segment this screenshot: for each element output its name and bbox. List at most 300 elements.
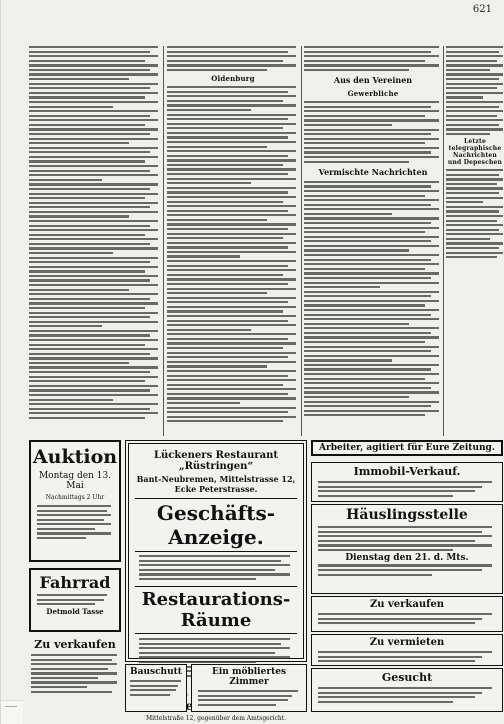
text-line	[31, 677, 98, 679]
text-line	[304, 222, 431, 224]
text-line	[167, 416, 296, 418]
text-line	[318, 526, 492, 528]
text-line	[29, 51, 150, 53]
ad-zu-verkaufen-right	[311, 596, 503, 632]
text-line	[446, 238, 490, 240]
text-line	[318, 490, 475, 492]
text-line	[29, 362, 129, 364]
text-line	[29, 119, 158, 121]
text-line	[446, 210, 499, 212]
column-4	[446, 46, 504, 261]
text-line	[167, 100, 283, 102]
text-line	[446, 215, 503, 217]
text-line	[318, 574, 432, 576]
text-line	[139, 643, 281, 645]
text-line	[29, 312, 158, 314]
text-line	[29, 376, 158, 378]
text-line	[167, 310, 283, 312]
restaurant-name: Lückeners Restaurant „Rüstringen“	[153, 450, 278, 472]
text-line	[29, 170, 150, 172]
text-line	[167, 201, 283, 203]
text-line	[318, 701, 453, 703]
text-line	[304, 199, 439, 201]
text-line	[167, 255, 240, 257]
text-line	[318, 687, 492, 689]
text-line	[304, 309, 439, 311]
text-line	[29, 92, 158, 94]
text-line	[29, 339, 158, 341]
text-line	[318, 696, 475, 698]
restaurant-owner-address: Mittelstraße 12, gegenüber dem Amtsgericht.	[145, 714, 287, 722]
text-line	[304, 391, 439, 393]
text-line	[139, 656, 290, 658]
text-line	[304, 300, 439, 302]
text-line	[167, 136, 288, 138]
text-line	[304, 46, 439, 48]
text-line	[304, 368, 431, 370]
column-rule-3	[443, 46, 444, 436]
text-line	[167, 283, 288, 285]
text-line	[304, 147, 439, 149]
text-line	[446, 133, 490, 135]
text-line	[167, 274, 283, 276]
text-line	[318, 531, 482, 533]
text-line	[167, 210, 288, 212]
text-line	[29, 160, 145, 162]
text-line	[304, 414, 425, 416]
text-line	[29, 87, 150, 89]
text-line	[446, 183, 497, 185]
text-line	[446, 96, 483, 98]
text-line	[167, 411, 288, 413]
text-line	[446, 55, 503, 57]
text-line	[29, 206, 150, 208]
text-line	[167, 324, 296, 326]
text-line	[37, 523, 111, 525]
text-line	[304, 286, 380, 288]
text-line	[198, 699, 288, 701]
text-line	[304, 272, 439, 274]
text-line	[318, 544, 492, 546]
text-line	[446, 201, 483, 203]
text-line	[318, 540, 475, 542]
text-line	[139, 569, 275, 571]
text-line	[167, 329, 251, 331]
text-line	[304, 142, 425, 144]
ad-owner: Detmold Tasse	[46, 606, 104, 616]
text-line	[29, 193, 158, 195]
text-line	[167, 242, 296, 244]
text-line	[37, 537, 86, 539]
text-line	[167, 223, 296, 225]
text-line	[304, 323, 409, 325]
text-line	[29, 197, 145, 199]
text-line	[29, 385, 158, 387]
text-line	[29, 174, 158, 176]
text-line	[446, 101, 503, 103]
text-line	[29, 399, 113, 401]
text-line	[167, 361, 296, 363]
text-line	[318, 656, 482, 658]
text-line	[446, 64, 503, 66]
text-line	[167, 86, 296, 88]
ad-title: Arbeiter, agitiert für Eure Zeitung.	[319, 443, 495, 453]
text-line	[304, 396, 409, 398]
text-line	[130, 694, 170, 696]
text-line	[37, 594, 107, 596]
restaurant-rooms-title: Restaurations-Räume	[135, 586, 297, 634]
geschaefts-anzeige-title: Geschäfts-Anzeige.	[135, 498, 297, 552]
text-line	[29, 96, 145, 98]
text-line	[29, 321, 158, 323]
text-line	[31, 686, 87, 688]
text-line	[304, 69, 409, 71]
text-line	[446, 124, 499, 126]
text-line	[130, 689, 176, 691]
ad-title: Bauschutt	[130, 667, 182, 677]
text-line	[139, 647, 290, 649]
text-line	[167, 150, 296, 152]
text-line	[304, 359, 392, 361]
text-line	[29, 302, 158, 304]
text-line	[29, 211, 158, 213]
text-line	[446, 128, 503, 130]
ad-title: Zu verkaufen	[34, 638, 116, 651]
text-line	[29, 279, 150, 281]
text-line	[167, 69, 267, 71]
text-line	[318, 535, 492, 537]
text-line	[167, 155, 288, 157]
text-line	[29, 353, 150, 355]
text-line	[167, 420, 283, 422]
text-line	[139, 573, 290, 575]
text-line	[29, 403, 158, 405]
text-line	[318, 622, 475, 624]
ad-haeuslingsstelle	[311, 504, 503, 594]
text-line	[304, 240, 431, 242]
text-line	[318, 660, 475, 662]
text-line	[304, 51, 431, 53]
text-line	[304, 401, 439, 403]
text-line	[167, 64, 296, 66]
text-line	[304, 101, 439, 103]
text-line	[446, 224, 503, 226]
text-line	[167, 237, 283, 239]
text-line	[167, 388, 296, 390]
ad-title: Fahrrad	[39, 573, 111, 592]
text-line	[446, 174, 499, 176]
text-line	[446, 87, 497, 89]
text-line	[304, 213, 392, 215]
text-line	[31, 691, 112, 693]
text-line	[304, 236, 439, 238]
text-line	[139, 578, 256, 580]
text-line	[167, 118, 288, 120]
text-line	[304, 295, 431, 297]
ad-title: Gesucht	[381, 671, 433, 684]
text-line	[167, 55, 296, 57]
text-line	[167, 159, 296, 161]
text-line	[304, 318, 439, 320]
ad-title: Auktion	[32, 446, 118, 468]
text-line	[37, 519, 104, 521]
text-line	[167, 301, 288, 303]
ad-zu-vermieten	[311, 634, 503, 666]
text-line	[446, 192, 499, 194]
text-line	[318, 549, 453, 551]
text-line	[167, 397, 296, 399]
column-rule-1	[163, 46, 164, 436]
text-line	[29, 188, 150, 190]
text-line	[304, 55, 439, 57]
text-line	[304, 110, 439, 112]
text-line	[29, 389, 150, 391]
text-line	[304, 364, 439, 366]
ad-title: Zu verkaufen	[369, 599, 445, 610]
restaurant-address: Bant-Neubremen, Mittelstrasse 12, Ecke Peterstrasse.	[136, 474, 296, 494]
text-line	[304, 327, 439, 329]
ad-time: Nachmittags 2 Uhr	[45, 493, 105, 501]
text-line	[446, 60, 497, 62]
text-line	[29, 220, 158, 222]
text-line	[167, 407, 296, 409]
text-line	[29, 128, 158, 130]
text-line	[304, 115, 425, 117]
text-line	[167, 228, 288, 230]
text-line	[29, 234, 145, 236]
text-line	[29, 348, 158, 350]
text-line	[29, 266, 158, 268]
text-line	[167, 109, 251, 111]
text-line	[304, 231, 425, 233]
text-line	[167, 379, 296, 381]
text-line	[29, 380, 145, 382]
text-line	[304, 106, 431, 108]
text-line	[167, 187, 296, 189]
text-line	[167, 114, 296, 116]
text-line	[29, 133, 150, 135]
text-line	[167, 278, 296, 280]
text-line	[29, 417, 145, 419]
text-line	[29, 229, 158, 231]
text-line	[446, 197, 503, 199]
text-line	[304, 410, 439, 412]
text-line	[29, 60, 145, 62]
text-line	[318, 692, 482, 694]
text-line	[139, 638, 290, 640]
text-line	[167, 375, 288, 377]
scan-edge-mark	[5, 706, 17, 707]
text-line	[167, 333, 296, 335]
text-line	[29, 334, 150, 336]
text-line	[304, 129, 439, 131]
text-line	[37, 528, 95, 530]
text-line	[304, 181, 439, 183]
text-line	[167, 214, 296, 216]
text-line	[37, 599, 104, 601]
text-line	[304, 151, 431, 153]
ad-title: Zu vermieten	[369, 637, 445, 648]
text-line	[167, 365, 267, 367]
ad-immobil-verkauf	[311, 462, 503, 502]
text-line	[29, 215, 129, 217]
text-line	[167, 370, 296, 372]
text-line	[446, 229, 499, 231]
text-line	[318, 569, 482, 571]
text-line	[446, 187, 503, 189]
text-line	[446, 46, 503, 48]
section-title: Aus den Vereinen	[333, 75, 413, 86]
text-line	[304, 282, 439, 284]
text-line	[167, 320, 288, 322]
ad-moebliertes-zimmer	[191, 664, 307, 712]
text-line	[167, 141, 296, 143]
text-line	[318, 651, 492, 653]
text-line	[167, 191, 288, 193]
text-line	[304, 355, 439, 357]
text-line	[37, 510, 107, 512]
text-line	[167, 297, 296, 299]
text-line	[29, 293, 158, 295]
text-line	[446, 169, 503, 171]
text-line	[304, 277, 431, 279]
text-line	[29, 394, 158, 396]
text-line	[31, 668, 108, 670]
column-3	[304, 46, 442, 419]
text-line	[130, 680, 181, 682]
text-line	[304, 336, 439, 338]
text-line	[31, 654, 117, 656]
text-line	[167, 51, 288, 53]
text-line	[37, 603, 95, 605]
text-line	[29, 46, 158, 48]
page-number: 621	[472, 4, 492, 15]
text-line	[37, 505, 111, 507]
text-line	[318, 618, 482, 620]
text-line	[139, 555, 290, 557]
text-line	[167, 384, 283, 386]
text-line	[29, 243, 150, 245]
text-line	[304, 249, 409, 251]
ad-bauschutt	[125, 664, 187, 712]
text-line	[304, 382, 439, 384]
text-line	[304, 350, 431, 352]
text-line	[31, 672, 117, 674]
text-line	[198, 695, 292, 697]
text-line	[167, 60, 283, 62]
text-line	[304, 185, 431, 187]
text-line	[31, 663, 117, 665]
text-line	[29, 202, 158, 204]
text-line	[139, 661, 256, 663]
text-line	[29, 138, 158, 140]
text-line	[29, 64, 158, 66]
text-line	[29, 115, 150, 117]
text-line	[29, 101, 158, 103]
text-line	[130, 685, 178, 687]
text-line	[29, 284, 158, 286]
text-line	[446, 83, 503, 85]
text-line	[304, 60, 425, 62]
text-line	[304, 332, 431, 334]
text-line	[304, 387, 431, 389]
text-line	[29, 408, 150, 410]
text-line	[29, 289, 129, 291]
text-line	[167, 219, 267, 221]
text-line	[31, 659, 112, 661]
text-line	[304, 204, 431, 206]
ad-title: Immobil-Verkauf.	[353, 465, 461, 478]
text-line	[304, 291, 439, 293]
text-line	[29, 252, 113, 254]
text-line	[304, 190, 439, 192]
text-line	[29, 298, 150, 300]
text-line	[29, 69, 150, 71]
text-line	[29, 151, 150, 153]
text-line	[304, 268, 425, 270]
section-title: Letzte telegraphische Nachrichten und Depeschen	[447, 138, 503, 167]
text-line	[304, 195, 425, 197]
text-line	[318, 481, 492, 483]
text-line	[167, 352, 296, 354]
text-line	[29, 110, 158, 112]
text-line	[167, 315, 296, 317]
text-line	[304, 64, 439, 66]
text-line	[29, 357, 158, 359]
text-line	[446, 115, 497, 117]
text-line	[304, 161, 409, 163]
text-line	[304, 378, 425, 380]
text-line	[304, 254, 439, 256]
text-line	[446, 252, 503, 254]
text-line	[29, 124, 145, 126]
text-line	[198, 704, 276, 706]
article-heading: Gewerbliche	[347, 89, 399, 99]
ad-date: Montag den 13. Mai	[38, 471, 112, 491]
text-line	[304, 304, 425, 306]
text-line	[304, 341, 425, 343]
text-line	[446, 119, 503, 121]
text-line	[167, 146, 267, 148]
text-line	[446, 92, 503, 94]
text-line	[446, 220, 497, 222]
text-line	[29, 142, 129, 144]
text-line	[304, 405, 431, 407]
text-line	[446, 51, 499, 53]
text-line	[139, 560, 281, 562]
text-line	[167, 306, 296, 308]
text-line	[318, 495, 453, 497]
text-line	[446, 73, 503, 75]
text-line	[29, 344, 145, 346]
text-line	[37, 514, 111, 516]
text-line	[304, 314, 431, 316]
text-line	[167, 196, 296, 198]
text-line	[29, 165, 158, 167]
text-line	[167, 46, 296, 48]
text-line	[318, 564, 492, 566]
text-line	[167, 356, 288, 358]
text-line	[167, 233, 296, 235]
text-line	[29, 106, 113, 108]
text-line	[304, 217, 439, 219]
text-line	[167, 260, 296, 262]
text-line	[29, 156, 158, 158]
text-line	[29, 316, 150, 318]
text-line	[446, 178, 503, 180]
text-line	[167, 251, 296, 253]
text-line	[167, 347, 283, 349]
